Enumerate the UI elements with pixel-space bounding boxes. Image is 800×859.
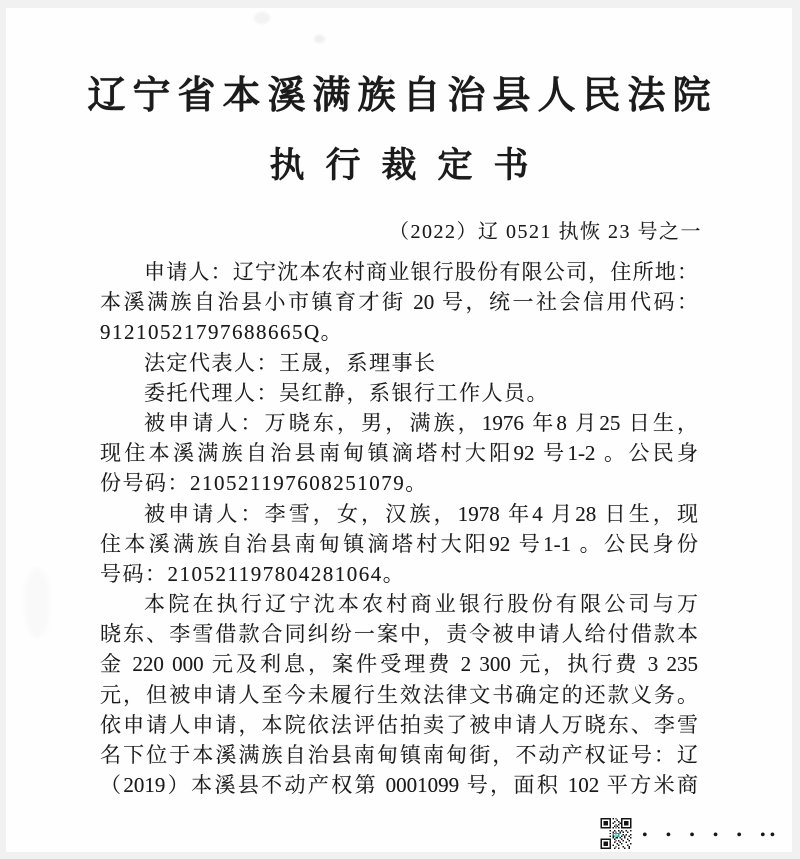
body-line: 名下位于本溪满族自治县南甸镇南甸街，不动产权证号：辽: [100, 743, 698, 767]
document-page: [6, 8, 792, 852]
qr-code-icon: [599, 818, 633, 849]
court-name-title: 辽宁省本溪满族自治县人民法院: [87, 75, 718, 117]
body-line: 号码：210521197804281064。: [100, 561, 406, 586]
body-line: 金 220 000 元及利息，案件受理费 2 300 元，执行费 3 235: [100, 652, 698, 677]
body-line: 住本溪满族自治县南甸镇滴塔村大阳92 号1-1 。公民身份: [100, 531, 698, 556]
body-line: 法定代表人：王晟，系理事长: [144, 350, 437, 375]
scan-artifact: [24, 568, 50, 638]
case-number: （2022）辽 0521 执恢 23 号之一: [389, 221, 702, 243]
body-line: 91210521797688665Q。: [100, 320, 344, 345]
scan-artifact: [254, 12, 270, 24]
body-line: 本院在执行辽宁沈本农村商业银行股份有限公司与万: [144, 592, 698, 617]
redaction-dots: • • • • • ••: [642, 827, 780, 844]
body-line: 现住本溪满族自治县南甸镇滴塔村大阳92 号1-2 。公民身: [100, 441, 698, 466]
body-line: 份号码：210521197608251079。: [100, 471, 428, 496]
scan-artifact: [314, 35, 325, 43]
body-line: 本溪满族自治县小市镇育才街 20 号，统一社会信用代码：: [100, 290, 698, 315]
body-line: 被申请人：万晓东，男，满族，1976 年8 月25 日生，: [144, 410, 698, 435]
body-line: （2019）本溪县不动产权第 0001099 号，面积 102 平方米商: [100, 773, 698, 798]
document-type-title: 执行裁定书: [269, 146, 550, 185]
body-line: 依申请人申请，本院依法评估拍卖了被申请人万晓东、李雪: [100, 712, 698, 737]
body-line: 被申请人：李雪，女，汉族，1978 年4 月28 日生，现: [144, 501, 698, 526]
document-body: [100, 257, 698, 800]
body-line: 申请人：辽宁沈本农村商业银行股份有限公司，住所地：: [144, 260, 698, 284]
body-line: 元，但被申请人至今未履行生效法律文书确定的还款义务。: [100, 682, 698, 707]
body-line: 委托代理人：吴红静，系银行工作人员。: [144, 380, 549, 405]
body-line: 晓东、李雪借款合同纠纷一案中，责令被申请人给付借款本: [100, 622, 698, 647]
